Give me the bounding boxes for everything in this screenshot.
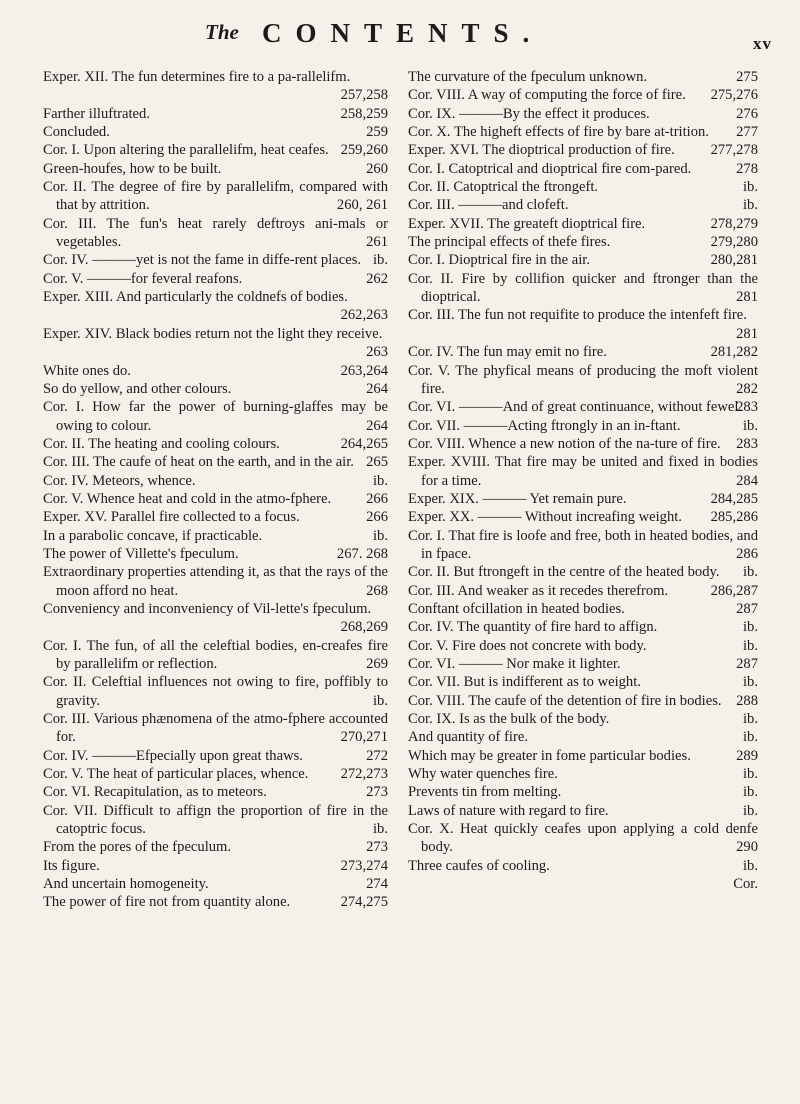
entry-page-ref: 284,285 (710, 490, 758, 507)
index-entry (43, 893, 388, 911)
entry-text: Cor. II. But ftrongeft in the centre of the heated body. (408, 564, 720, 581)
entry-page-ref: 286,287 (710, 582, 758, 599)
entry-page-ref: ib. (743, 784, 758, 801)
entry-text: Cor. III. ———and clofeft. (408, 197, 569, 214)
entry-page-ref: 285,286 (710, 509, 758, 526)
entry-page-ref: ib. (743, 564, 758, 581)
index-entry (43, 508, 388, 526)
entry-page-ref: 259 (366, 124, 388, 141)
entry-text: Cor. II. The degree of fire by parallelifm, compared with that by attrition. (43, 179, 388, 214)
entry-text: Exper. XVIII. That fire may be united and fixed in bodies for a time. (408, 454, 758, 489)
entry-text: Cor. VI. ———And of great continuance, without fewel. (408, 399, 743, 416)
entry-page-ref: ib. (373, 472, 388, 489)
index-entry (408, 343, 758, 361)
entry-page-ref: 270,271 (340, 729, 388, 746)
index-entry (43, 288, 388, 325)
entry-text: The principal effects of thefe fires. (408, 234, 611, 251)
entry-page-ref: ib. (373, 692, 388, 709)
entry-page-ref: 263 (366, 344, 388, 361)
index-entry (408, 692, 758, 710)
index-entry (408, 68, 758, 86)
index-entry (43, 527, 388, 545)
entry-text: Cor. X. Heat quickly ceafes upon applying a cold denfe body. (408, 821, 758, 856)
right-column (408, 68, 758, 893)
entry-text: Laws of nature with regard to fire. (408, 802, 609, 819)
entry-text: Cor. VIII. The caufe of the detention of fire in bodies. (408, 692, 722, 709)
entry-text: Prevents tin from melting. (408, 784, 562, 801)
index-entry (408, 178, 758, 196)
index-entry (408, 508, 758, 526)
entry-text: White ones do. (43, 362, 131, 379)
entry-page-ref: 260 (366, 160, 388, 177)
catchword: Cor. (733, 876, 758, 893)
entry-text: Cor. II. Catoptrical the ftrongeft. (408, 179, 599, 196)
entry-page-ref: 273 (366, 784, 388, 801)
header-title: CONTENTS. (262, 18, 544, 48)
index-entry (408, 270, 758, 307)
index-entry (43, 215, 388, 252)
entry-text: From the pores of the fpeculum. (43, 839, 232, 856)
entry-text: Cor. III. Various phænomena of the atmo-fphere accounted for. (43, 711, 388, 746)
entry-page-ref: 279,280 (710, 234, 758, 251)
index-entry (408, 306, 758, 343)
entry-page-ref: ib. (743, 711, 758, 728)
entry-page-ref: 275,276 (710, 87, 758, 104)
index-entry (408, 857, 758, 875)
entry-page-ref: 259,260 (340, 142, 388, 159)
entry-page-ref: ib. (743, 857, 758, 874)
entry-text: Cor. I. Upon altering the parallelifm, heat ceafes. (43, 142, 329, 159)
entry-text: Concluded. (43, 124, 110, 141)
entry-text: Exper. XIX. ——— Yet remain pure. (408, 490, 627, 507)
entry-page-ref: 274 (366, 876, 388, 893)
entry-page-ref: 287 (736, 600, 758, 617)
left-column (43, 68, 388, 912)
entry-page-ref: 263,264 (340, 362, 388, 379)
entry-text: Cor. I. Catoptrical and dioptrical fire com-pared. (408, 160, 692, 177)
index-entry (408, 600, 758, 618)
entry-page-ref: 266 (366, 509, 388, 526)
entry-text: In a parabolic concave, if practicable. (43, 527, 263, 544)
entry-text: Cor. III. And weaker as it recedes therefrom. (408, 582, 669, 599)
entry-page-ref: 287 (736, 656, 758, 672)
entry-text: The power of fire not from quantity alone. (43, 894, 291, 911)
entry-text: Cor. II. Celeftial influences not owing to fire, poffibly to gravity. (43, 674, 388, 709)
entry-text: Cor. IV. ———yet is not the fame in diffe-rent places. (43, 252, 362, 269)
index-entry (43, 141, 388, 159)
index-entry (43, 563, 388, 600)
entry-text: Cor. X. The higheft effects of fire by bare at-trition. (408, 124, 709, 141)
index-entry (43, 453, 388, 471)
entry-text: Cor. V. The heat of particular places, whence. (43, 766, 309, 783)
index-entry (408, 582, 758, 600)
index-entry (408, 435, 758, 453)
entry-text: Farther illuftrated. (43, 105, 150, 122)
entry-text: Cor. I. Dioptrical fire in the air. (408, 252, 590, 269)
entry-text: Cor. VI. Recapitulation, as to meteors. (43, 784, 267, 801)
index-entry (408, 160, 758, 178)
entry-text: Cor. IV. The fun may emit no fire. (408, 344, 607, 361)
entry-page-ref: 276 (736, 105, 758, 122)
entry-page-ref: ib. (743, 802, 758, 819)
index-entry (43, 857, 388, 875)
index-entry (43, 673, 388, 710)
index-entry (43, 838, 388, 856)
entry-page-ref: ib. (373, 821, 388, 838)
entry-text: Cor. II. The heating and cooling colours. (43, 435, 280, 452)
entry-text: Cor. IV. The quantity of fire hard to affign. (408, 619, 658, 636)
entry-text: Cor. III. The fun not requifite to produce the intenfeft fire. (408, 307, 747, 324)
entry-page-ref: 261 (366, 234, 388, 251)
entry-text: Cor. I. That fire is loofe and free, both in heated bodies, and in fpace. (408, 527, 758, 562)
entry-page-ref: 283 (736, 435, 758, 452)
index-entry (408, 362, 758, 399)
index-entry (43, 68, 388, 105)
entry-page-ref: ib. (743, 179, 758, 196)
entry-page-ref: 262 (366, 270, 388, 287)
entry-page-ref: 277,278 (710, 142, 758, 159)
entry-page-ref: ib. (743, 637, 758, 654)
entry-page-ref: 265 (366, 454, 388, 471)
index-entry (408, 710, 758, 728)
entry-page-ref: 257,258 (340, 87, 388, 104)
entry-page-ref: 280,281 (710, 252, 758, 269)
entry-page-ref: 281,282 (710, 344, 758, 361)
entry-text: The power of Villette's fpeculum. (43, 545, 239, 562)
index-entry (43, 637, 388, 674)
index-entry (408, 105, 758, 123)
entry-page-ref: 258,259 (340, 105, 388, 122)
entry-text: Extraordinary properties attending it, as that the rays of the moon afford no heat. (43, 564, 388, 599)
entry-text: Cor. VII. But is indifferent as to weight. (408, 674, 641, 691)
entry-page-ref: 266 (366, 490, 388, 507)
index-entry (408, 453, 758, 490)
index-entry (43, 783, 388, 801)
entry-text: Which may be greater in fome particular bodies. (408, 747, 691, 764)
entry-text: And uncertain homogeneity. (43, 876, 209, 893)
index-entry (408, 398, 758, 416)
index-entry (43, 802, 388, 839)
entry-text: Cor. V. Fire does not concrete with body. (408, 637, 647, 654)
index-entry (408, 820, 758, 857)
index-entry (408, 196, 758, 214)
entry-page-ref: 272,273 (340, 766, 388, 783)
index-entry (408, 783, 758, 801)
index-entry (408, 233, 758, 251)
index-entry (43, 362, 388, 380)
entry-text: Cor. IX. ———By the effect it produces. (408, 105, 650, 122)
entry-text: Cor. I. The fun, of all the celeftial bodies, en-creafes fire by parallelifm or reflection. (43, 637, 388, 672)
entry-page-ref: 264 (366, 380, 388, 397)
index-entry (43, 747, 388, 765)
index-entry (408, 673, 758, 691)
page-header (0, 14, 800, 54)
entry-text: Cor. VI. ——— Nor make it lighter. (408, 656, 621, 672)
index-entry (408, 765, 758, 783)
index-entry (43, 875, 388, 893)
index-entry (408, 747, 758, 765)
index-entry (43, 765, 388, 783)
index-entry (43, 472, 388, 490)
index-entry (408, 215, 758, 233)
entry-text: Its figure. (43, 857, 100, 874)
index-entry (408, 251, 758, 269)
index-entry (408, 86, 758, 104)
index-entry (43, 398, 388, 435)
index-entry (43, 251, 388, 269)
entry-text: Cor. II. Fire by collifion quicker and ftronger than the dioptrical. (408, 270, 758, 306)
entry-page-ref: 264,265 (340, 435, 388, 452)
entry-text: The curvature of the fpeculum unknown. (408, 69, 648, 85)
index-entry (408, 802, 758, 820)
index-entry (43, 380, 388, 398)
entry-page-ref: 289 (736, 747, 758, 764)
entry-page-ref: 278 (736, 160, 758, 177)
index-entry (408, 563, 758, 581)
entry-page-ref: ib. (743, 729, 758, 746)
index-entry (408, 655, 758, 673)
entry-page-ref: 260, 261 (336, 197, 388, 214)
entry-page-ref: 283 (736, 399, 758, 416)
header-the: The (205, 20, 239, 44)
entry-text: Exper. XIII. And particularly the coldnefs of bodies. (43, 289, 348, 306)
entry-text: Conftant ofcillation in heated bodies. (408, 600, 625, 617)
index-entry (408, 728, 758, 746)
entry-text: Exper. XIV. Black bodies return not the light they receive. (43, 325, 383, 342)
entry-page-ref: 273,274 (340, 857, 388, 874)
entry-text: Cor. VIII. A way of computing the force of fire. (408, 87, 686, 104)
entry-page-ref: ib. (743, 674, 758, 691)
entry-page-ref: 286 (736, 545, 758, 562)
entry-page-ref: 290 (736, 839, 758, 856)
entry-page-ref: 281 (736, 325, 758, 342)
index-entry (43, 325, 388, 362)
index-entry (43, 270, 388, 288)
entry-text: Why water quenches fire. (408, 766, 558, 783)
entry-text: Cor. III. The caufe of heat on the earth, and in the air. (43, 454, 354, 471)
entry-text: Cor. III. The fun's heat rarely deftroys ani-mals or vegetables. (43, 215, 388, 251)
entry-text: Exper. XX. ——— Without increafing weight. (408, 509, 682, 526)
entry-text: Cor. V. The phyfical means of producing the moft violent fire. (408, 362, 758, 397)
entry-text: Cor. IV. ———Efpecially upon great thaws. (43, 747, 303, 764)
entry-text: Cor. VII. ———Acting ftrongly in an in-ftant. (408, 417, 681, 434)
entry-page-ref: ib. (743, 197, 758, 214)
entry-page-ref: 273 (366, 839, 388, 856)
entry-text: Exper. XV. Parallel fire collected to a focus. (43, 509, 300, 526)
entry-text: So do yellow, and other colours. (43, 380, 232, 397)
entry-page-ref: 275 (736, 69, 758, 85)
entry-text: Cor. I. How far the power of burning-glaffes may be owing to colour. (43, 399, 388, 434)
entry-text: Exper. XVI. The dioptrical production of fire. (408, 142, 675, 159)
index-entry (43, 545, 388, 563)
entry-text: Cor. IV. Meteors, whence. (43, 472, 196, 489)
index-entry (408, 123, 758, 141)
entry-page-ref: 262,263 (340, 307, 388, 324)
index-entry (408, 618, 758, 636)
entry-page-ref: ib. (743, 766, 758, 783)
entry-page-ref: ib. (373, 252, 388, 269)
page-number: xv (753, 34, 772, 53)
entry-page-ref: 267. 268 (336, 545, 388, 562)
entry-text: Cor. V. ———for feveral reafons. (43, 270, 243, 287)
entry-page-ref: 288 (736, 692, 758, 709)
index-entry (408, 490, 758, 508)
entry-text: Cor. VIII. Whence a new notion of the na-ture of fire. (408, 435, 721, 452)
entry-text: Cor. V. Whence heat and cold in the atmo-fphere. (43, 490, 332, 507)
entry-page-ref: 268,269 (340, 619, 388, 636)
entry-page-ref: ib. (743, 619, 758, 636)
entry-page-ref: 281 (736, 289, 758, 306)
entry-text: Cor. VII. Difficult to affign the proportion of fire in the catoptric focus. (43, 802, 388, 838)
index-entry (43, 160, 388, 178)
entry-page-ref: 277 (736, 124, 758, 141)
entry-page-ref: 268 (366, 582, 388, 599)
entry-page-ref: ib. (373, 527, 388, 544)
entry-page-ref: 269 (366, 656, 388, 672)
index-entry (408, 527, 758, 564)
index-entry (43, 490, 388, 508)
entry-page-ref: ib. (743, 417, 758, 434)
entry-page-ref: 282 (736, 380, 758, 397)
index-entry (408, 141, 758, 159)
index-entry (43, 710, 388, 747)
entry-text: Three caufes of cooling. (408, 857, 550, 874)
entry-text: Cor. IX. Is as the bulk of the body. (408, 711, 610, 728)
index-entry (408, 417, 758, 435)
entry-page-ref: 264 (366, 417, 388, 434)
entry-page-ref: 274,275 (340, 894, 388, 911)
index-entry (43, 123, 388, 141)
entry-page-ref: 278,279 (710, 215, 758, 232)
entry-text: Green-houfes, how to be built. (43, 160, 222, 177)
entry-text: Exper. XII. The fun determines fire to a pa-rallelifm. (43, 69, 351, 85)
entry-page-ref: 272 (366, 747, 388, 764)
index-entry (43, 178, 388, 215)
entry-text: And quantity of fire. (408, 729, 528, 746)
index-entry (43, 600, 388, 637)
index-entry (43, 435, 388, 453)
index-entry (408, 637, 758, 655)
entry-page-ref: 284 (736, 472, 758, 489)
index-entry (43, 105, 388, 123)
entry-text: Conveniency and inconveniency of Vil-lette's fpeculum. (43, 600, 372, 617)
entry-text: Exper. XVII. The greateft dioptrical fire. (408, 215, 646, 232)
